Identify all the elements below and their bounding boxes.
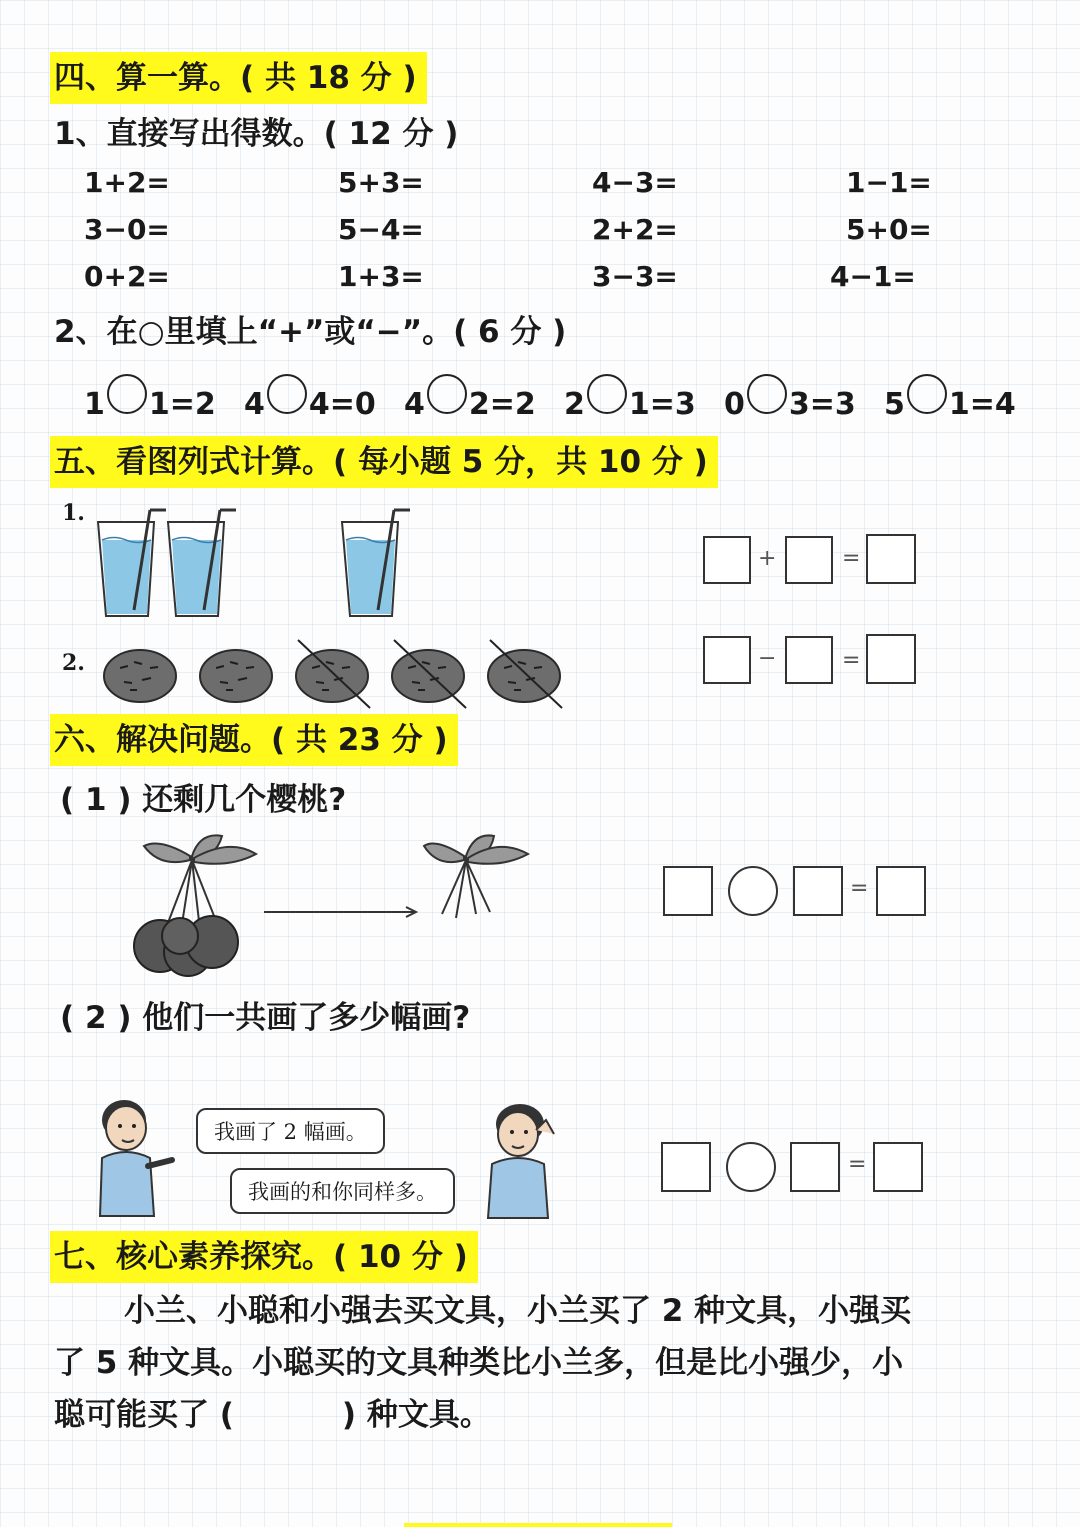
arithmetic-item: 5+3= [338, 166, 424, 199]
answer-box[interactable] [790, 1142, 840, 1192]
section-6-heading: 六、解决问题。( 共 23 分 ) [50, 714, 458, 766]
fill-left: 2 [564, 386, 585, 422]
speech-bubble-1: 我画了 2 幅画。 [196, 1108, 385, 1154]
arithmetic-item: 3−0= [84, 213, 170, 246]
problem-1-label: 1. [62, 500, 85, 526]
question-6-1-title: ( 1 ) 还剩几个樱桃? [60, 782, 347, 818]
arithmetic-item: 2+2= [592, 213, 678, 246]
fill-item[interactable] [724, 384, 856, 424]
answer-box[interactable] [866, 634, 916, 684]
fill-right: 3=3 [788, 386, 856, 422]
section-5-heading: 五、看图列式计算。( 每小题 5 分，共 10 分 ) [50, 436, 718, 488]
problem-text-line-1: 小兰、小聪和小强去买文具，小兰买了 2 种文具，小强买 [124, 1293, 912, 1329]
fill-right: 1=4 [948, 386, 1016, 422]
fill-right: 1=3 [628, 386, 696, 422]
water-glasses-illustration [90, 500, 440, 625]
arithmetic-item: 3−3= [592, 260, 678, 293]
fill-item[interactable] [84, 384, 216, 424]
yellow-marker-strip [404, 1523, 672, 1527]
answer-box[interactable] [703, 636, 751, 684]
kiwi-crossed-icon [296, 640, 370, 708]
answer-circle[interactable] [907, 374, 947, 414]
arithmetic-item: 4−1= [830, 260, 916, 293]
cherry-icon [134, 835, 256, 976]
equals-sign: = [848, 1152, 867, 1177]
equals-sign: = [850, 876, 869, 901]
section-4-heading: 四、算一算。( 共 18 分 ) [50, 52, 427, 104]
section-7-heading: 七、核心素养探究。( 10 分 ) [50, 1231, 478, 1283]
equals-sign: = [842, 546, 861, 571]
kiwi-icon [104, 650, 176, 702]
answer-box[interactable] [785, 636, 833, 684]
fill-left: 4 [244, 386, 265, 422]
answer-box[interactable] [793, 866, 843, 916]
arithmetic-item: 1−1= [846, 166, 932, 199]
operator-circle[interactable] [728, 866, 778, 916]
answer-box[interactable] [663, 866, 713, 916]
question-2-title: 2、在○里填上“+”或“−”。( 6 分 ) [54, 314, 567, 350]
arithmetic-item: 1+2= [84, 166, 170, 199]
answer-box[interactable] [866, 534, 916, 584]
glass-icon [168, 510, 236, 616]
arithmetic-item: 5−4= [338, 213, 424, 246]
fill-item[interactable] [564, 384, 696, 424]
arithmetic-item: 4−3= [592, 166, 678, 199]
glass-icon [98, 510, 166, 616]
question-6-2-title: ( 2 ) 他们一共画了多少幅画? [60, 1000, 471, 1036]
fill-item[interactable] [404, 384, 536, 424]
problem-text-line-3: 聪可能买了 ( ) 种文具。 [54, 1397, 491, 1433]
answer-box[interactable] [703, 536, 751, 584]
problem-2-label: 2. [62, 650, 85, 676]
cherries-illustration [130, 828, 550, 980]
minus-sign: − [758, 646, 777, 671]
answer-box[interactable] [873, 1142, 923, 1192]
glass-icon [342, 510, 410, 616]
fill-item[interactable] [244, 384, 376, 424]
kiwi-icon [200, 650, 272, 702]
equals-sign: = [842, 648, 861, 673]
kiwi-crossed-icon [392, 640, 466, 708]
fill-right: 2=2 [468, 386, 536, 422]
fill-left: 4 [404, 386, 425, 422]
answer-circle[interactable] [747, 374, 787, 414]
fill-left: 1 [84, 386, 105, 422]
answer-circle[interactable] [107, 374, 147, 414]
arithmetic-item: 0+2= [84, 260, 170, 293]
cherry-stems-icon [424, 835, 528, 918]
plus-sign: + [758, 546, 777, 571]
operator-circle[interactable] [726, 1142, 776, 1192]
boy-left-icon [88, 1096, 188, 1220]
answer-circle[interactable] [587, 374, 627, 414]
arithmetic-item: 1+3= [338, 260, 424, 293]
answer-box[interactable] [876, 866, 926, 916]
answer-box[interactable] [661, 1142, 711, 1192]
kiwi-crossed-icon [488, 640, 562, 708]
fill-left: 5 [884, 386, 905, 422]
arithmetic-item: 5+0= [846, 213, 932, 246]
kiwi-illustration [100, 636, 570, 712]
answer-circle[interactable] [427, 374, 467, 414]
boy-right-icon [474, 1100, 564, 1224]
answer-box[interactable] [785, 536, 833, 584]
problem-text-line-2: 了 5 种文具。小聪买的文具种类比小兰多，但是比小强少，小 [54, 1345, 904, 1381]
speech-bubble-2: 我画的和你同样多。 [230, 1168, 455, 1214]
fill-item[interactable] [884, 384, 1016, 424]
fill-right: 1=2 [148, 386, 216, 422]
question-1-title: 1、直接写出得数。( 12 分 ) [54, 116, 459, 152]
answer-circle[interactable] [267, 374, 307, 414]
fill-right: 4=0 [308, 386, 376, 422]
fill-left: 0 [724, 386, 745, 422]
arrow-icon [264, 907, 416, 917]
